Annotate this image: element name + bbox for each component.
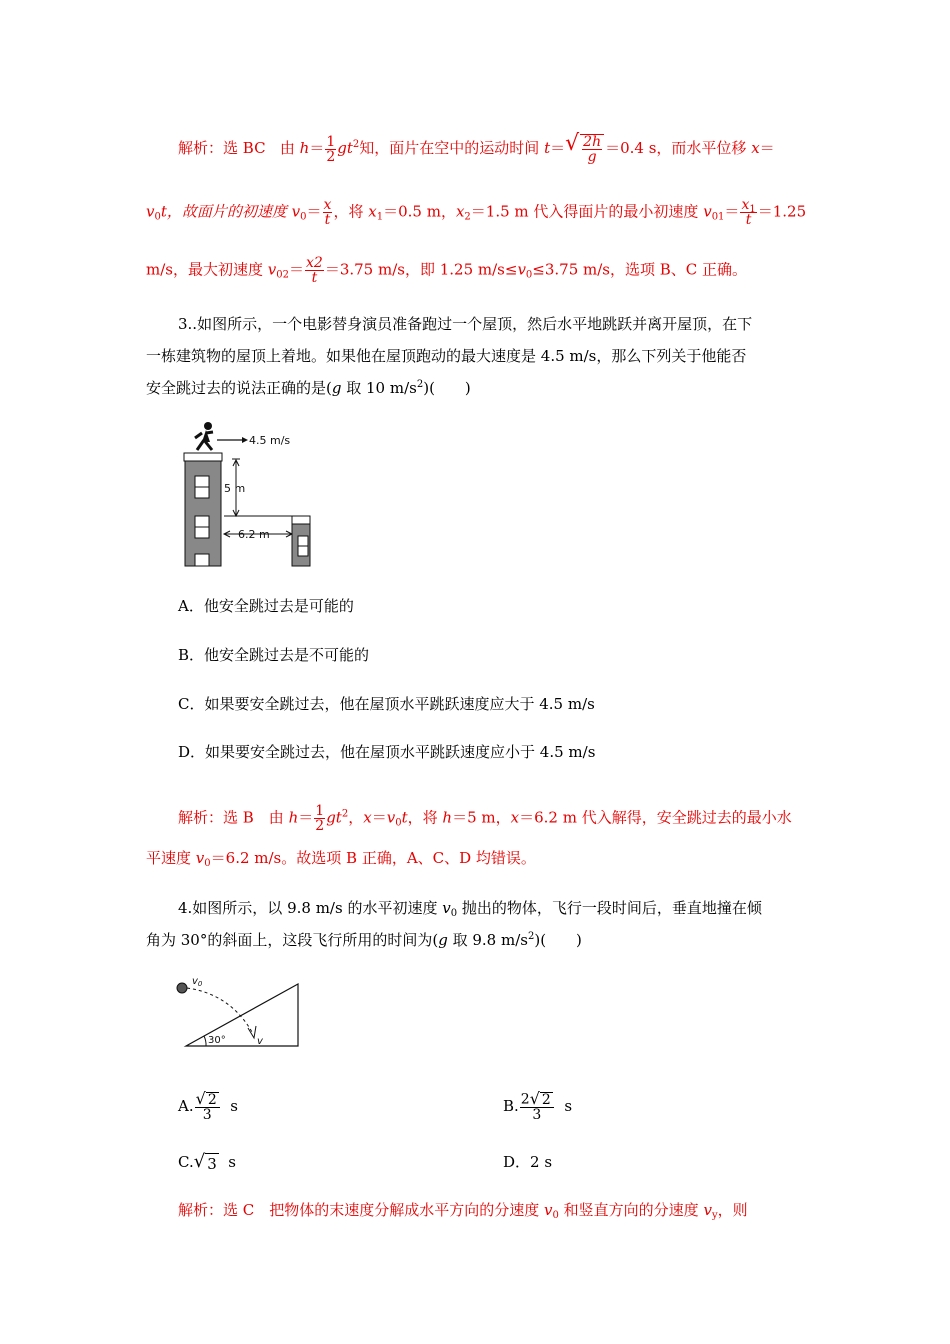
question-3-line-2: 一栋建筑物的屋顶上着地。如果他在屋顶跑动的最大速度是 4.5 m/s，那么下列关于他能否 (146, 347, 747, 365)
runner-icon (195, 422, 213, 450)
question-3-line-3: 安全跳过去的说法正确的是(g 取 10 $m/s^2$)( ) (146, 379, 471, 397)
ball-icon (177, 983, 187, 993)
stuntman-building-figure (180, 420, 320, 570)
svg-text:v0: $v_0$ (192, 976, 203, 988)
solution-2-line-1: 解析：选 BC 由 h＝ $\frac{1}{2}$ $gt^2$知，面片在空中的运动时间 t＝√ $\frac{2h}{g}$ ＝0.4 s，而水平位移 x＝ (178, 131, 775, 165)
question-4-line-1: 4.如图所示，以 9.8 m/s 的水平初速度 $v_0$ 抛出的物体，飞行一段时间后，垂直地撞在倾 (178, 899, 762, 919)
solution-3-line-2: 平速度 $v_0=6.2$ m/s。故选项 B 正确，A、C、D 均错误。 (146, 849, 536, 869)
svg-text:30°: 30° (208, 1035, 226, 1046)
option-a[interactable]: A．他安全跳过去是可能的 (178, 597, 354, 615)
option-4c[interactable]: C.√ 3 s (178, 1150, 236, 1173)
option-4d[interactable]: D．2 s (503, 1153, 553, 1171)
gap-label: 6.2 m (238, 528, 270, 541)
option-4b[interactable]: B. $\frac{2√ 2}{3}$ s (503, 1089, 573, 1123)
solution-3-line-1: 解析：选 B 由 h＝ $\frac{1}{2}$ $gt^2$，$x=v_0t$，将 h＝5 m，x＝6.2 m 代入解得，安全跳过去的最小水 (178, 803, 792, 834)
question-4-line-2: 角为 30°的斜面上，这段飞行所用的时间为(g 取 9.8 $m/s^2$)( ) (146, 931, 582, 949)
solution-4-line-1: 解析：选 C 把物体的末速度分解成水平方向的分速度 $v_0$ 和竖直方向的分速度 $v_y$，则 (178, 1201, 748, 1221)
svg-text:v: v (257, 1036, 263, 1047)
question-3-line-1: 3..如图所示，一个电影替身演员准备跑过一个屋顶，然后水平地跳跃并离开屋顶，在下 (178, 315, 753, 333)
option-d[interactable]: D．如果要安全跳过去，他在屋顶水平跳跃速度应小于 4.5 m/s (178, 743, 596, 761)
solution-2-line-3: m/s，最大初速度 $v_{02}=$ $\frac{x2}{t}$ ＝3.75 m/s，即 1.25 $m/s\le v_0\le 3.75$ m/s，选项 B、C 正确。 (146, 255, 748, 286)
option-c[interactable]: C．如果要安全跳过去，他在屋顶水平跳跃速度应大于 4.5 m/s (178, 695, 595, 713)
speed-label: 4.5 m/s (249, 434, 291, 447)
height-label: 5 m (224, 482, 246, 495)
option-4a[interactable]: A. $\frac{√ 2}{3}$ s (178, 1089, 238, 1123)
solution-2-line-2: $v_0t$，故面片的初速度 $v_0=$ $\frac{x}{t}$ ，将 $x_1=0.5$ m，$x_2=1.5$ m 代入得面片的最小初速度 $v_{01}=$ $\frac{x_1}{t}$ ＝1.25 (146, 197, 807, 228)
incline-projectile-figure (172, 972, 304, 1056)
option-b[interactable]: B．他安全跳过去是不可能的 (178, 646, 370, 664)
